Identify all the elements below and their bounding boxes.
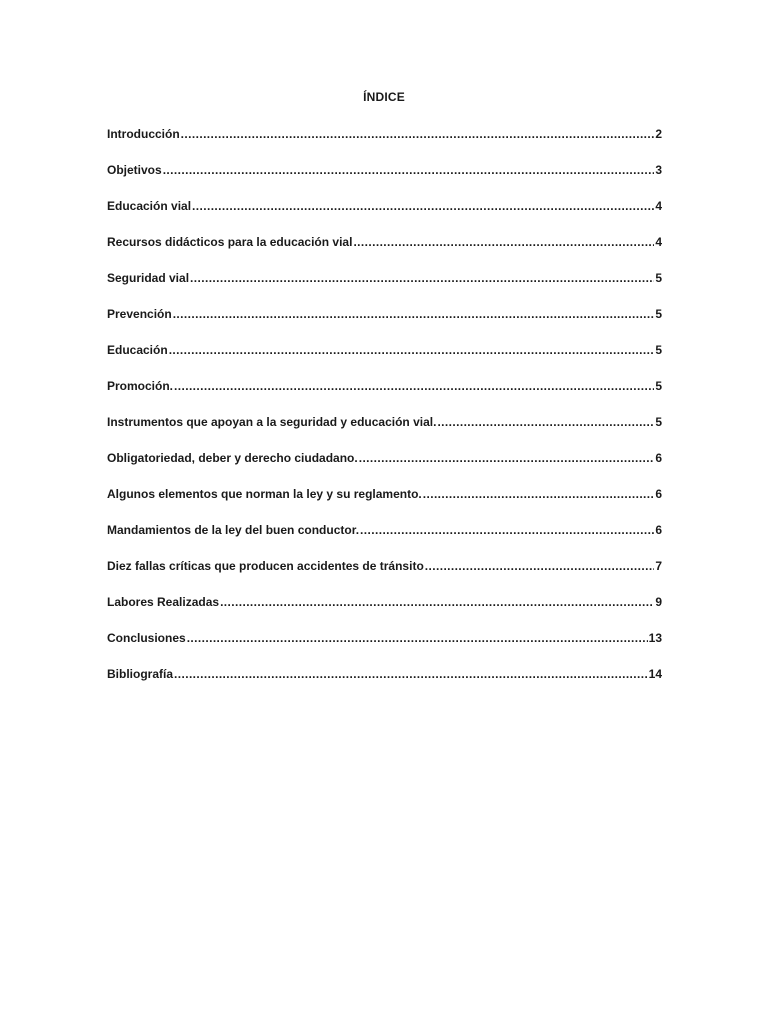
toc-entry-label: Promoción. [107, 379, 174, 393]
toc-entry [107, 199, 662, 235]
toc-entry-label: Educación [107, 343, 168, 357]
toc-dot-leader [187, 631, 648, 645]
toc-entry-label: Algunos elementos que norman la ley y su reglamento. [107, 487, 422, 501]
toc-entry-label: Objetivos [107, 163, 162, 177]
toc-entry [107, 379, 662, 415]
toc-dot-leader [181, 127, 655, 141]
toc-entry-page: 5 [655, 415, 662, 429]
toc-dot-leader [220, 595, 654, 609]
toc-dot-leader [163, 163, 655, 177]
toc-entry-page: 9 [655, 595, 662, 609]
toc-entry-label: Recursos didácticos para la educación vial [107, 235, 353, 249]
toc-dot-leader [174, 667, 648, 681]
toc-entry [107, 271, 662, 307]
toc-entry-page: 4 [655, 199, 662, 213]
toc-entry-label: Instrumentos que apoyan a la seguridad y educación vial. [107, 415, 437, 429]
toc-dot-leader [359, 451, 655, 465]
toc-dot-leader [353, 235, 654, 249]
toc-entry-label: Obligatoriedad, deber y derecho ciudadano. [107, 451, 358, 465]
toc-dot-leader [169, 343, 655, 357]
toc-dot-leader [174, 379, 654, 393]
toc-entry-page: 6 [655, 487, 662, 501]
toc-entry-label: Bibliografía [107, 667, 174, 681]
toc-entry-page: 5 [655, 271, 662, 285]
toc-entry [107, 595, 662, 631]
toc-entry-page: 4 [655, 235, 662, 249]
toc-entry [107, 415, 662, 451]
toc-title: ÍNDICE [363, 90, 405, 104]
toc-entry-page: 7 [655, 559, 662, 573]
toc-entry [107, 487, 662, 523]
toc-entry [107, 235, 662, 271]
toc-entry-page: 5 [655, 379, 662, 393]
toc-entry-page: 14 [648, 667, 662, 681]
toc-dot-leader [192, 199, 654, 213]
toc-dot-leader [425, 559, 655, 573]
toc-entry-label: Labores Realizadas [107, 595, 220, 609]
toc-dot-leader [190, 271, 654, 285]
toc-entry [107, 163, 662, 199]
toc-dot-leader [437, 415, 654, 429]
toc-entry-page: 5 [655, 307, 662, 321]
toc-entry [107, 451, 662, 487]
toc-entry-label: Prevención [107, 307, 172, 321]
toc-entry-label: Mandamientos de la ley del buen conductor. [107, 523, 360, 537]
toc-entry [107, 307, 662, 343]
toc-entry [107, 127, 662, 163]
toc-entry-label: Conclusiones [107, 631, 186, 645]
toc-entry-label: Diez fallas críticas que producen accidentes de tránsito [107, 559, 424, 573]
toc-entry-label: Seguridad vial [107, 271, 190, 285]
toc-dot-leader [360, 523, 654, 537]
toc-entry [107, 343, 662, 379]
toc-list [107, 127, 662, 703]
toc-entry-label: Introducción [107, 127, 180, 141]
toc-entry-page: 6 [655, 523, 662, 537]
toc-entry-label: Educación vial [107, 199, 192, 213]
toc-dot-leader [173, 307, 655, 321]
toc-entry-page: 6 [655, 451, 662, 465]
toc-entry [107, 631, 662, 667]
toc-entry-page: 13 [648, 631, 662, 645]
toc-entry-page: 3 [655, 163, 662, 177]
toc-entry [107, 559, 662, 595]
toc-entry [107, 523, 662, 559]
toc-entry-page: 2 [655, 127, 662, 141]
toc-entry [107, 667, 662, 703]
toc-entry-page: 5 [655, 343, 662, 357]
toc-dot-leader [423, 487, 655, 501]
